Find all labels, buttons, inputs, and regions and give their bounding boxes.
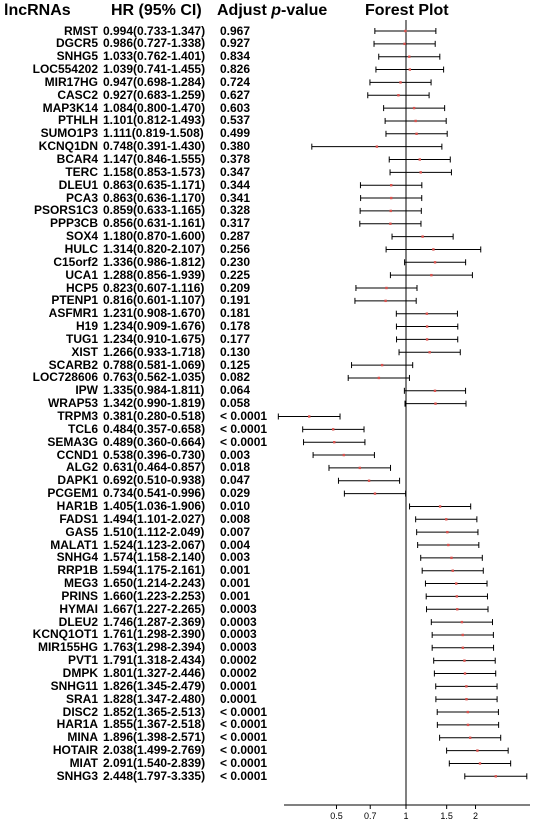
- gene-name: H19: [75, 319, 98, 334]
- hr-ci-value: 0.734(0.541-0.996): [103, 486, 206, 501]
- p-value: 0.826: [220, 62, 251, 77]
- gene-name: RMST: [64, 23, 98, 38]
- hr-point: [456, 608, 458, 610]
- hr-point: [456, 595, 458, 597]
- p-value: 0.0003: [220, 614, 257, 629]
- gene-name: CASC2: [57, 87, 98, 102]
- hr-point: [308, 415, 310, 417]
- p-value: 0.627: [220, 87, 251, 102]
- p-value: 0.058: [220, 396, 251, 411]
- gene-name: SCARB2: [48, 357, 98, 372]
- hr-ci-value: 1.855(1.367-2.518): [103, 717, 206, 732]
- x-tick-label: 0.7: [363, 811, 377, 821]
- hr-point: [455, 582, 457, 584]
- hr-point: [495, 775, 497, 777]
- hr-point: [467, 711, 469, 713]
- p-value: 0.209: [220, 280, 251, 295]
- hr-ci-value: 1.342(0.990-1.819): [103, 396, 206, 411]
- p-value: < 0.0001: [220, 409, 268, 423]
- p-value: < 0.0001: [220, 730, 268, 745]
- p-value: 0.191: [220, 293, 251, 308]
- hr-ci-value: 1.158(0.853-1.573): [103, 164, 206, 179]
- hr-ci-value: 1.147(0.846-1.555): [103, 152, 206, 166]
- hr-point: [426, 338, 428, 340]
- hr-ci-value: 0.986(0.727-1.338): [103, 36, 206, 51]
- hr-point: [384, 300, 386, 302]
- gene-name: MIAT: [69, 755, 98, 770]
- hr-point: [389, 223, 391, 225]
- hr-ci-value: 2.091(1.540-2.839): [103, 755, 206, 770]
- header-p-italic: p: [271, 2, 281, 19]
- hr-ci-value: 0.947(0.698-1.284): [103, 74, 206, 89]
- header-lncrnas: lncRNAs: [4, 2, 71, 19]
- hr-point: [426, 313, 428, 315]
- gene-name: PCGEM1: [47, 486, 98, 501]
- gene-name: XIST: [71, 344, 98, 359]
- hr-point: [403, 43, 405, 45]
- header-p-prefix: Adjust: [217, 2, 272, 19]
- hr-point: [390, 210, 392, 212]
- hr-ci-value: 0.927(0.683-1.259): [103, 87, 206, 102]
- hr-ci-value: 0.859(0.633-1.165): [103, 203, 206, 218]
- hr-ci-value: 1.033(0.762-1.401): [103, 49, 206, 64]
- gene-name: SNHG5: [56, 49, 98, 64]
- p-value: 0.724: [220, 74, 251, 89]
- hr-ci-value: 0.692(0.510-0.938): [103, 473, 206, 488]
- p-value: 0.001: [220, 563, 251, 578]
- hr-point: [385, 287, 387, 289]
- hr-ci-value: 1.791(1.318-2.434): [103, 653, 206, 668]
- hr-ci-value: 1.852(1.365-2.513): [103, 704, 206, 719]
- hr-ci-value: 2.448(1.797-3.335): [103, 768, 206, 783]
- hr-ci-value: 0.538(0.396-0.730): [103, 447, 206, 462]
- gene-name: PTHLH: [58, 113, 98, 128]
- hr-ci-value: 1.746(1.287-2.369): [103, 614, 206, 629]
- p-value: 0.378: [220, 152, 251, 166]
- gene-name: PPP3CB: [49, 216, 98, 231]
- hr-ci-value: 0.863(0.636-1.170): [103, 190, 206, 205]
- p-value: 0.0001: [220, 691, 257, 706]
- hr-ci-value: 0.763(0.562-1.035): [103, 370, 206, 385]
- hr-ci-value: 1.828(1.347-2.480): [103, 691, 206, 706]
- gene-name: LOC728606: [32, 370, 98, 385]
- hr-point: [428, 351, 430, 353]
- hr-ci-value: 1.234(0.909-1.676): [103, 319, 206, 334]
- hr-ci-value: 0.994(0.733-1.347): [103, 23, 206, 38]
- p-value: 0.007: [220, 524, 251, 539]
- hr-ci-value: 1.335(0.984-1.811): [103, 383, 205, 398]
- gene-name: SUMO1P3: [40, 126, 98, 141]
- gene-name: MIR17HG: [44, 74, 98, 89]
- p-value: 0.0003: [220, 601, 257, 616]
- gene-name: BCAR4: [56, 152, 98, 166]
- gene-name: PRINS: [61, 588, 98, 603]
- p-value: 0.178: [220, 319, 251, 334]
- hr-point: [332, 428, 334, 430]
- header-p-suffix: -value: [281, 2, 328, 19]
- hr-point: [467, 724, 469, 726]
- hr-ci-value: 1.234(0.910-1.675): [103, 331, 206, 346]
- hr-point: [390, 197, 392, 199]
- gene-name: WRAP53: [47, 396, 98, 411]
- hr-point: [464, 672, 466, 674]
- hr-ci-value: 0.823(0.607-1.116): [103, 280, 205, 295]
- gene-name: DISC2: [62, 704, 98, 719]
- gene-name: UCA1: [65, 267, 98, 282]
- hr-point: [434, 402, 436, 404]
- hr-point: [462, 634, 464, 636]
- hr-point: [465, 698, 467, 700]
- x-tick-label: 1.5: [440, 811, 453, 821]
- gene-name: SNHG3: [56, 768, 98, 783]
- p-value: 0.499: [220, 126, 251, 141]
- hr-ci-value: 1.494(1.101-2.027): [103, 511, 206, 526]
- p-value: 0.834: [220, 49, 251, 64]
- hr-point: [397, 94, 399, 96]
- hr-point: [476, 749, 478, 751]
- gene-name: SNHG11: [50, 678, 98, 693]
- p-value: 0.029: [220, 486, 251, 501]
- hr-point: [343, 454, 345, 456]
- gene-name: DAPK1: [57, 473, 98, 488]
- hr-ci-value: 2.038(1.499-2.769): [103, 743, 206, 758]
- hr-ci-value: 0.788(0.581-1.069): [103, 357, 206, 372]
- hr-point: [446, 531, 448, 533]
- hr-ci-value: 1.801(1.327-2.446): [103, 666, 206, 680]
- hr-point: [452, 570, 454, 572]
- gene-name: MINA: [67, 730, 98, 745]
- p-value: 0.256: [220, 241, 251, 256]
- p-value: 0.064: [220, 383, 251, 398]
- p-value: 0.047: [220, 473, 251, 488]
- p-value: 0.177: [220, 331, 251, 346]
- header-hr-ci: HR (95% CI): [111, 2, 202, 19]
- p-value: 0.010: [220, 498, 251, 513]
- hr-ci-value: 0.748(0.391-1.430): [103, 139, 206, 154]
- hr-point: [463, 659, 465, 661]
- p-value: < 0.0001: [220, 768, 268, 783]
- p-value: 0.0001: [220, 678, 257, 693]
- gene-name: DGCR5: [55, 36, 98, 51]
- hr-point: [434, 390, 436, 392]
- gene-name: RRP1B: [57, 563, 98, 578]
- hr-ci-value: 1.101(0.812-1.493): [103, 113, 206, 128]
- gene-name: HAR1A: [56, 717, 98, 732]
- gene-name: DMPK: [62, 666, 98, 680]
- p-value: 0.004: [220, 537, 251, 552]
- gene-name: KCNQ1OT1: [32, 627, 98, 642]
- p-value: 0.0003: [220, 640, 257, 655]
- hr-ci-value: 1.231(0.908-1.670): [103, 306, 206, 321]
- hr-ci-value: 1.510(1.112-2.049): [103, 524, 205, 539]
- gene-name: HOTAIR: [52, 743, 98, 758]
- gene-name: GAS5: [65, 524, 98, 539]
- gene-name: TERC: [65, 164, 98, 179]
- p-value: 0.003: [220, 447, 251, 462]
- hr-point: [430, 274, 432, 276]
- gene-name: LOC554202: [32, 62, 98, 77]
- hr-point: [414, 120, 416, 122]
- hr-ci-value: 1.660(1.223-2.253): [103, 588, 206, 603]
- gene-name: TCL6: [68, 421, 98, 436]
- gene-name: MIR155HG: [37, 640, 98, 655]
- hr-ci-value: 0.381(0.280-0.518): [103, 409, 206, 423]
- p-value: < 0.0001: [220, 755, 268, 770]
- p-value: 0.967: [220, 23, 251, 38]
- hr-ci-value: 1.896(1.398-2.571): [103, 730, 206, 745]
- hr-ci-value: 1.180(0.870-1.600): [103, 229, 206, 244]
- p-value: 0.008: [220, 511, 251, 526]
- gene-name: SOX4: [65, 229, 98, 244]
- hr-point: [359, 467, 361, 469]
- hr-ci-value: 1.039(0.741-1.455): [103, 62, 206, 77]
- hr-ci-value: 1.336(0.986-1.812): [103, 254, 206, 269]
- gene-name: PVT1: [67, 653, 98, 668]
- hr-point: [447, 544, 449, 546]
- gene-name: DLEU1: [58, 177, 98, 192]
- hr-point: [439, 505, 441, 507]
- hr-point: [408, 56, 410, 58]
- hr-ci-value: 1.314(0.820-2.107): [103, 241, 206, 256]
- p-value: 0.001: [220, 588, 251, 603]
- gene-name: PTENP1: [51, 293, 98, 308]
- hr-point: [479, 762, 481, 764]
- p-value: < 0.0001: [220, 743, 268, 758]
- gene-name: SNHG4: [56, 550, 98, 565]
- p-value: 0.125: [220, 357, 251, 372]
- p-value: 0.0003: [220, 627, 257, 642]
- hr-ci-value: 0.489(0.360-0.664): [103, 434, 206, 449]
- header-forest-plot: Forest Plot: [365, 2, 449, 19]
- gene-name: HAR1B: [56, 498, 98, 513]
- hr-point: [368, 480, 370, 482]
- hr-ci-value: 1.574(1.158-2.140): [103, 550, 206, 565]
- p-value: 0.082: [220, 370, 251, 385]
- p-value: 0.537: [220, 113, 251, 128]
- hr-point: [376, 145, 378, 147]
- hr-point: [469, 737, 471, 739]
- p-value: 0.287: [220, 229, 251, 244]
- hr-ci-value: 1.761(1.298-2.390): [103, 627, 206, 642]
- p-value: < 0.0001: [220, 704, 268, 719]
- p-value: 0.225: [220, 267, 251, 282]
- hr-ci-value: 1.763(1.298-2.394): [103, 640, 206, 655]
- hr-ci-value: 1.524(1.123-2.067): [103, 537, 206, 552]
- hr-point: [420, 171, 422, 173]
- hr-ci-value: 0.863(0.635-1.171): [103, 177, 206, 192]
- gene-name: FADS1: [59, 511, 98, 526]
- gene-name: PCA3: [65, 190, 98, 205]
- hr-ci-value: 1.826(1.345-2.479): [103, 678, 206, 693]
- hr-ci-value: 1.288(0.856-1.939): [103, 267, 206, 282]
- hr-point: [404, 30, 406, 32]
- hr-point: [409, 68, 411, 70]
- gene-name: HCP5: [65, 280, 98, 295]
- gene-name: MEG3: [63, 576, 98, 591]
- p-value: 0.927: [220, 36, 251, 51]
- hr-ci-value: 1.266(0.933-1.718): [103, 344, 206, 359]
- hr-point: [426, 325, 428, 327]
- gene-name: MALAT1: [50, 537, 98, 552]
- gene-name: SRA1: [65, 691, 98, 706]
- p-value: 0.018: [220, 460, 251, 475]
- p-value: 0.230: [220, 254, 251, 269]
- hr-ci-value: 0.856(0.631-1.161): [103, 216, 206, 231]
- hr-ci-value: 1.405(1.036-1.906): [103, 498, 206, 513]
- gene-name: ALG2: [65, 460, 98, 475]
- hr-point: [434, 261, 436, 263]
- gene-name: HULC: [64, 241, 98, 256]
- gene-name: TRPM3: [57, 409, 98, 423]
- p-value: 0.181: [220, 306, 251, 321]
- gene-name: IPW: [75, 383, 98, 398]
- p-value: 0.130: [220, 344, 251, 359]
- p-value: 0.001: [220, 576, 251, 591]
- p-value: 0.328: [220, 203, 251, 218]
- hr-point: [415, 133, 417, 135]
- gene-name: PSORS1C3: [33, 203, 98, 218]
- p-value: < 0.0001: [220, 434, 268, 449]
- hr-ci-value: 1.667(1.227-2.265): [103, 601, 206, 616]
- hr-point: [462, 647, 464, 649]
- p-value: 0.0002: [220, 666, 257, 680]
- hr-point: [419, 158, 421, 160]
- hr-point: [445, 518, 447, 520]
- p-value: 0.003: [220, 550, 251, 565]
- x-tick-label: 2: [473, 811, 479, 821]
- gene-name: C15orf2: [53, 254, 98, 269]
- p-value: 0.0002: [220, 653, 257, 668]
- hr-point: [461, 621, 463, 623]
- p-value: 0.341: [220, 190, 251, 205]
- p-value: < 0.0001: [220, 421, 268, 436]
- hr-point: [333, 441, 335, 443]
- hr-point: [413, 107, 415, 109]
- hr-ci-value: 0.631(0.464-0.857): [103, 460, 206, 475]
- x-tick-label: 1: [403, 811, 409, 821]
- hr-point: [399, 81, 401, 83]
- hr-point: [390, 184, 392, 186]
- hr-point: [378, 377, 380, 379]
- hr-ci-value: 1.650(1.214-2.243): [103, 576, 206, 591]
- hr-point: [374, 492, 376, 494]
- x-tick-label: 0.5: [330, 811, 343, 821]
- hr-point: [465, 685, 467, 687]
- hr-point: [421, 235, 423, 237]
- hr-ci-value: 1.594(1.175-2.161): [103, 563, 206, 578]
- p-value: 0.317: [220, 216, 251, 231]
- p-value: 0.380: [220, 139, 251, 154]
- hr-point: [432, 248, 434, 250]
- gene-name: HYMAI: [59, 601, 98, 616]
- hr-point: [381, 364, 383, 366]
- gene-name: ASFMR1: [48, 306, 98, 321]
- hr-ci-value: 1.084(0.800-1.470): [103, 100, 206, 115]
- gene-name: SEMA3G: [47, 434, 98, 449]
- p-value: 0.347: [220, 164, 251, 179]
- hr-point: [450, 557, 452, 559]
- p-value: 0.344: [220, 177, 251, 192]
- gene-name: CCND1: [56, 447, 98, 462]
- hr-ci-value: 0.816(0.601-1.107): [103, 293, 206, 308]
- gene-name: TUG1: [65, 331, 98, 346]
- p-value: < 0.0001: [220, 717, 268, 732]
- gene-name: KCNQ1DN: [38, 139, 98, 154]
- gene-name: MAP3K14: [42, 100, 98, 115]
- hr-ci-value: 0.484(0.357-0.658): [103, 421, 206, 436]
- p-value: 0.603: [220, 100, 251, 115]
- hr-ci-value: 1.111(0.819-1.508): [103, 126, 204, 141]
- gene-name: DLEU2: [58, 614, 98, 629]
